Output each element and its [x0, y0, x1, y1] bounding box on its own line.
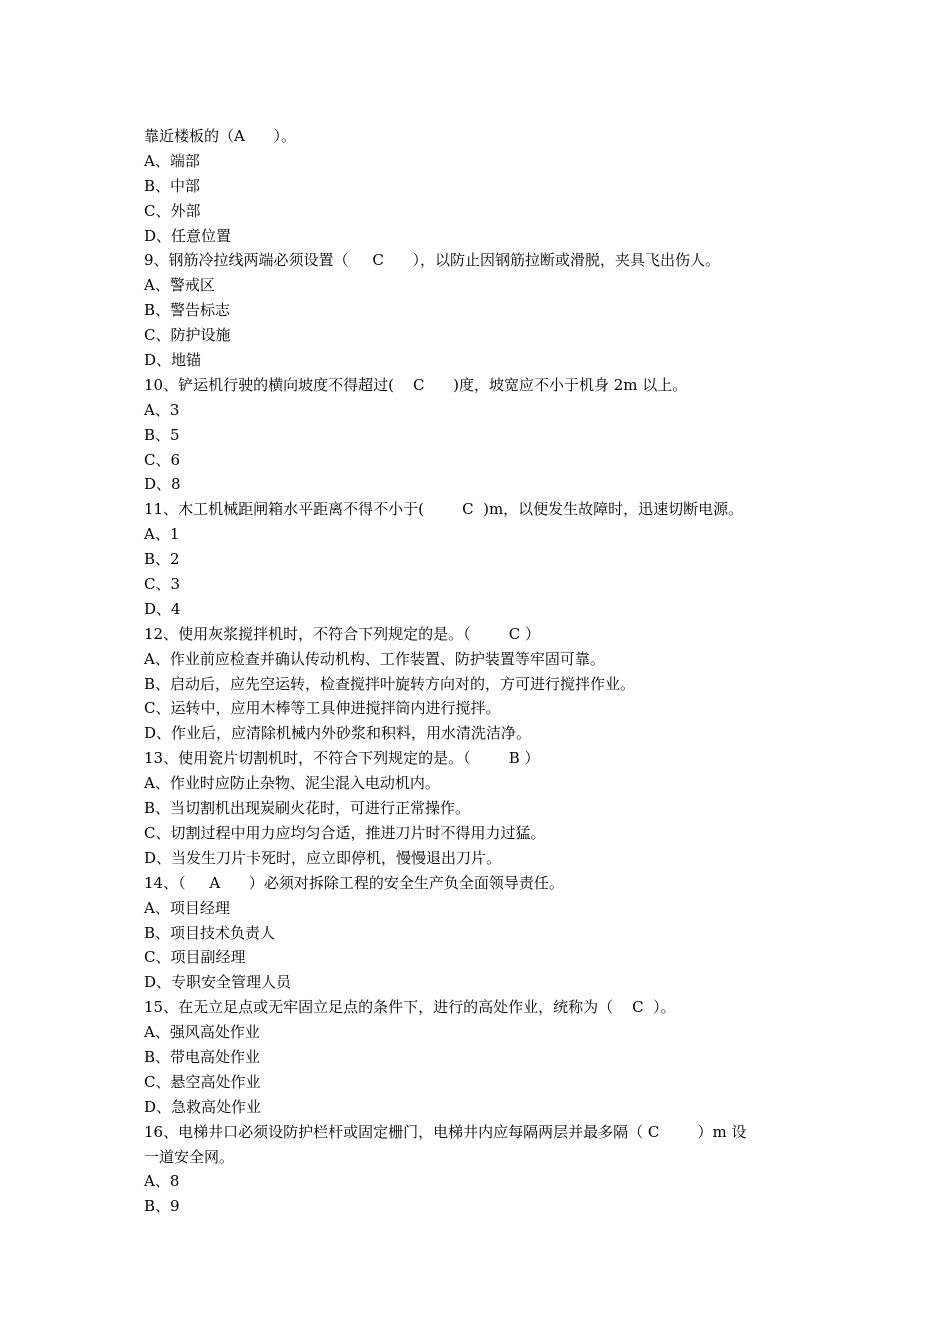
question-10: 10、铲运机行驶的横向坡度不得超过( C )度，坡宽应不小于机身 2m 以上。	[144, 375, 688, 394]
option-line: A、强风高处作业	[144, 1023, 260, 1042]
option-line: C、切割过程中用力应均匀合适，推进刀片时不得用力过猛。	[144, 823, 546, 842]
option-line: D、8	[144, 475, 181, 494]
option-line: A、作业前应检查并确认传动机构、工作装置、防护装置等牢固可靠。	[144, 649, 605, 668]
option-line: B、当切割机出现炭刷火花时，可进行正常操作。	[144, 799, 471, 818]
option-line: A、8	[144, 1172, 180, 1191]
question-16-continued: 一道安全网。	[144, 1147, 235, 1166]
document-body	[144, 124, 824, 1219]
option-line: C、悬空高处作业	[144, 1072, 261, 1091]
question-9: 9、钢筋冷拉线两端必须设置（ C ），以防止因钢筋拉断或滑脱，夹具飞出伤人。	[144, 251, 720, 270]
option-line: B、带电高处作业	[144, 1047, 261, 1066]
question-16: 16、电梯井口必须设防护栏杆或固定栅门，电梯井内应每隔两层并最多隔（ C ）m 设	[144, 1122, 747, 1141]
option-line: D、4	[144, 599, 181, 618]
text-line: 靠近楼板的（A ）。	[144, 127, 296, 145]
option-line: D、专职安全管理人员	[144, 973, 292, 992]
option-line: B、中部	[144, 176, 201, 195]
option-line: B、9	[144, 1197, 180, 1216]
option-line: B、5	[144, 425, 180, 444]
option-line: C、防护设施	[144, 326, 231, 345]
option-line: A、项目经理	[144, 898, 230, 917]
option-line: D、地锚	[144, 351, 202, 370]
option-line: C、项目副经理	[144, 948, 246, 967]
option-line: A、3	[144, 400, 180, 419]
option-line: D、当发生刀片卡死时，应立即停机，慢慢退出刀片。	[144, 848, 502, 867]
option-line: A、警戒区	[144, 276, 215, 295]
option-line: D、急救高处作业	[144, 1097, 262, 1116]
option-line: D、任意位置	[144, 226, 232, 245]
option-line: C、3	[144, 575, 181, 594]
question-14: 14、（ A ）必须对拆除工程的安全生产负全面领导责任。	[144, 873, 564, 892]
option-line: C、6	[144, 450, 181, 469]
option-line: B、启动后，应先空运转，检查搅拌叶旋转方向对的，方可进行搅拌作业。	[144, 674, 636, 693]
question-15: 15、在无立足点或无牢固立足点的条件下，进行的高处作业，统称为（ C ）。	[144, 998, 676, 1017]
option-line: B、2	[144, 550, 180, 569]
option-line: A、作业时应防止杂物、泥尘混入电动机内。	[144, 774, 440, 793]
option-line: C、外部	[144, 201, 201, 220]
option-line: D、作业后，应清除机械内外砂浆和积料，用水清洗洁净。	[144, 724, 532, 743]
option-line: A、1	[144, 525, 180, 544]
option-line: B、警告标志	[144, 301, 231, 320]
option-line: C、运转中，应用木棒等工具伸进搅拌筒内进行搅拌。	[144, 699, 501, 718]
question-11: 11、木工机械距闸箱水平距离不得不小于( C )m，以便发生故障时，迅速切断电源。	[144, 500, 744, 519]
option-line: B、项目技术负责人	[144, 923, 276, 942]
option-line: A、端部	[144, 151, 200, 170]
question-12: 12、使用灰浆搅拌机时，不符合下列规定的是。（ C ）	[144, 624, 540, 643]
question-13: 13、使用瓷片切割机时，不符合下列规定的是。（ B ）	[144, 749, 540, 768]
